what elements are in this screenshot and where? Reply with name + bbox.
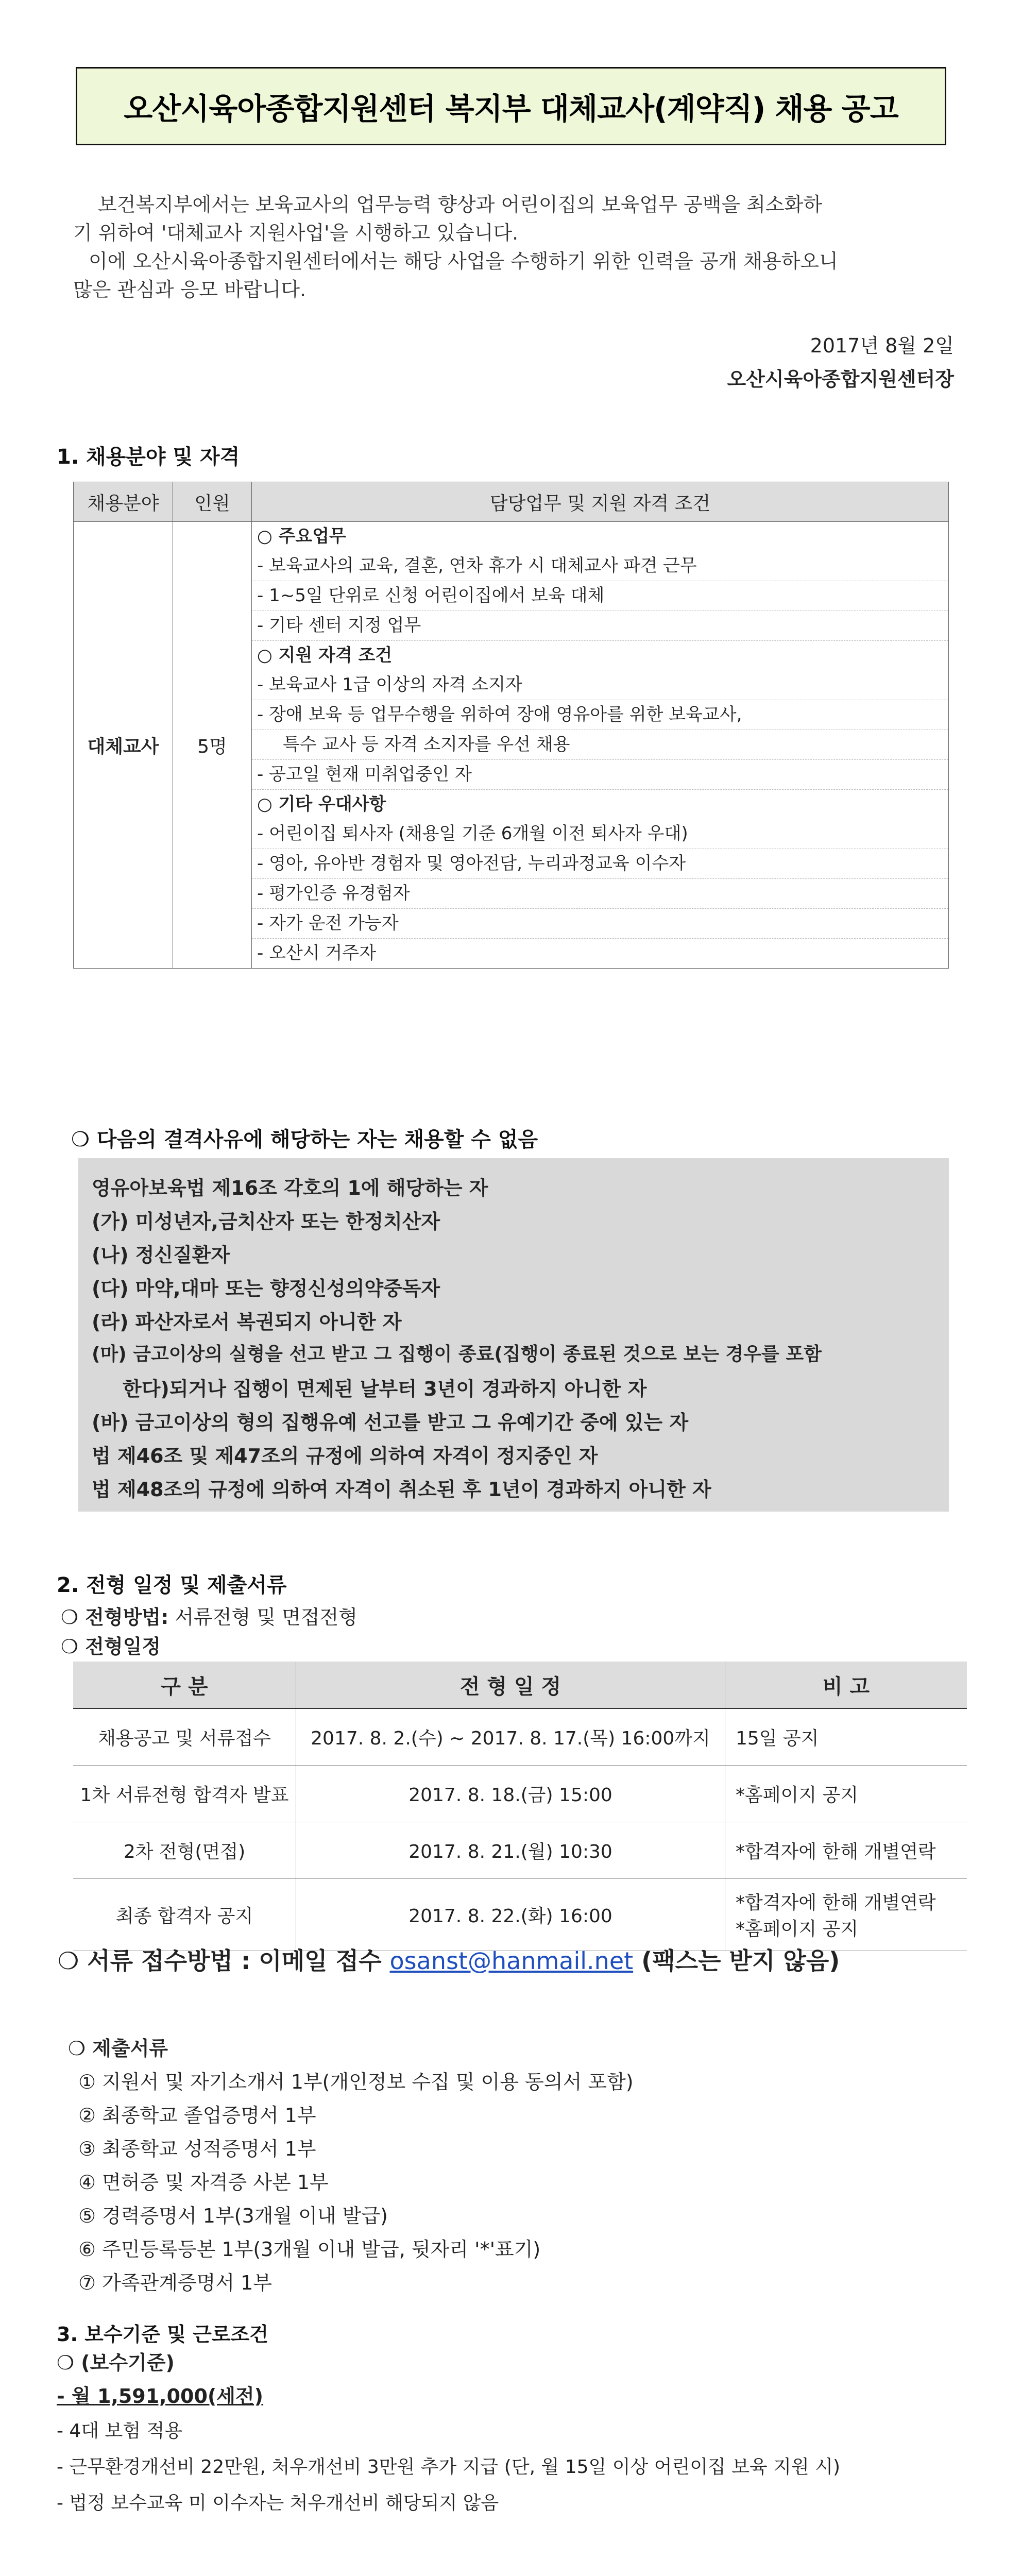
method-label: ❍ 전형방법: xyxy=(61,1606,169,1629)
header-note: 비 고 xyxy=(725,1662,967,1708)
list-item: ○ 주요업무 xyxy=(257,526,346,547)
disqual-line: (바) 금고이상의 형의 집행유예 선고를 받고 그 유예기간 중에 있는 자 xyxy=(92,1411,689,1434)
page-title: 오산시육아종합지원센터 복지부 대체교사(계약직) 채용 공고 xyxy=(124,91,898,126)
disqual-line: 법 제48조의 규정에 의하여 자격이 취소된 후 1년이 경과하지 아니한 자 xyxy=(92,1478,711,1501)
disqual-line: (나) 정신질환자 xyxy=(92,1244,230,1266)
pay-line: - 법정 보수교육 미 이수자는 처우개선비 해당되지 않음 xyxy=(57,2493,499,2514)
list-item: - 어린이집 퇴사자 (채용일 기준 6개월 이전 퇴사자 우대) xyxy=(252,819,948,849)
duty-cell xyxy=(252,522,949,969)
row-note: 15일 공지 xyxy=(725,1708,967,1765)
row-category: 채용공고 및 서류접수 xyxy=(73,1708,296,1765)
disqual-line: (라) 파산자로서 복권되지 아니한 자 xyxy=(92,1311,402,1333)
row-note xyxy=(725,1878,967,1951)
page-title-box xyxy=(76,67,946,145)
list-item: - 오산시 거주자 xyxy=(257,943,376,963)
disqual-line: (다) 마약,대마 또는 향정신성의약중독자 xyxy=(92,1277,440,1300)
list-item: - 보육교사 1급 이상의 자격 소지자 xyxy=(252,670,948,700)
section1-heading: 1. 채용분야 및 자격 xyxy=(57,445,240,469)
header-category: 구 분 xyxy=(73,1662,296,1708)
table-row xyxy=(73,1878,967,1951)
list-item: - 보육교사의 교육, 결혼, 연차 휴가 시 대체교사 파견 근무 xyxy=(252,551,948,581)
disqual-heading: ❍ 다음의 결격사유에 해당하는 자는 채용할 수 없음 xyxy=(71,1128,538,1151)
row-category: 1차 서류전형 합격자 발표 xyxy=(73,1765,296,1822)
issuer: 오산시육아종합지원센터장 xyxy=(727,368,954,391)
submit-method-line xyxy=(58,1942,840,1976)
schedule-table xyxy=(73,1662,967,1951)
doc-item: ② 최종학교 졸업증명서 1부 xyxy=(78,2104,316,2127)
row-note-line: *합격자에 한해 개별연락 xyxy=(736,1892,936,1913)
intro-line: 많은 관심과 응모 바랍니다. xyxy=(73,278,306,301)
disqual-line: (가) 미성년자,금치산자 또는 한정치산자 xyxy=(92,1210,440,1233)
field-cell: 대체교사 xyxy=(74,522,173,969)
list-item: ○ 지원 자격 조건 xyxy=(257,645,393,666)
table-row xyxy=(73,1765,967,1822)
submit-lead: ❍ 서류 접수방법 : 이메일 접수 xyxy=(58,1947,390,1975)
header-field: 채용분야 xyxy=(74,482,173,522)
intro-line: 기 위하여 '대체교사 지원사업'을 시행하고 있습니다. xyxy=(73,222,519,244)
disqual-line: (마) 금고이상의 실형을 선고 받고 그 집행이 종료(집행이 종료된 것으로 보는 경우를 포함 xyxy=(92,1344,822,1365)
email-link[interactable]: osanst@hanmail.net xyxy=(389,1947,634,1975)
doc-item: ⑤ 경력증명서 1부(3개월 이내 발급) xyxy=(78,2205,388,2227)
header-schedule: 전 형 일 정 xyxy=(296,1662,725,1708)
pay-line: - 4대 보험 적용 xyxy=(57,2420,183,2442)
list-item: - 기타 센터 지정 업무 xyxy=(252,611,948,641)
schedule-label: ❍ 전형일정 xyxy=(61,1635,161,1658)
intro-paragraph xyxy=(73,191,949,304)
pay-label: ❍ (보수기준) xyxy=(57,2351,175,2374)
list-item: - 자가 운전 가능자 xyxy=(252,909,948,939)
section2-heading: 2. 전형 일정 및 제출서류 xyxy=(57,1573,287,1597)
doc-item: ④ 면허증 및 자격증 사본 1부 xyxy=(78,2171,329,2194)
header-count: 인원 xyxy=(173,482,252,522)
list-item: - 영아, 유아반 경험자 및 영아전담, 누리과정교육 이수자 xyxy=(252,849,948,879)
list-item: - 공고일 현재 미취업중인 자 xyxy=(252,760,948,790)
doc-item: ⑥ 주민등록등본 1부(3개월 이내 발급, 뒷자리 '*'표기) xyxy=(78,2238,541,2261)
table-row xyxy=(73,1708,967,1765)
list-item: - 평가인증 유경험자 xyxy=(252,879,948,909)
table-row xyxy=(73,1822,967,1878)
disqual-line: 한다)되거나 집행이 면제된 날부터 3년이 경과하지 아니한 자 xyxy=(123,1378,647,1400)
row-category: 최종 합격자 공지 xyxy=(73,1878,296,1951)
disqual-line: 법 제46조 및 제47조의 규정에 의하여 자격이 정지중인 자 xyxy=(92,1445,598,1467)
doc-item: ③ 최종학교 성적증명서 1부 xyxy=(78,2138,316,2160)
row-note-line: *홈페이지 공지 xyxy=(736,1919,859,1940)
method-value: 서류전형 및 면접전형 xyxy=(168,1606,357,1629)
row-note: *홈페이지 공지 xyxy=(725,1765,967,1822)
doc-item: ⑦ 가족관계증명서 1부 xyxy=(78,2272,272,2294)
list-item: 특수 교사 등 자격 소지자를 우선 채용 xyxy=(252,730,948,760)
pay-amount: - 월 1,591,000(세전) xyxy=(57,2385,264,2408)
header-duty: 담당업무 및 지원 자격 조건 xyxy=(252,482,949,522)
disqual-line: 영유아보육법 제16조 각호의 1에 해당하는 자 xyxy=(92,1177,488,1199)
docs-label: ❍ 제출서류 xyxy=(68,2037,168,2060)
row-category: 2차 전형(면접) xyxy=(73,1822,296,1878)
list-item: - 1~5일 단위로 신청 어린이집에서 보육 대체 xyxy=(252,581,948,611)
doc-item: ① 지원서 및 자기소개서 1부(개인정보 수집 및 이용 동의서 포함) xyxy=(78,2071,634,2093)
submit-tail: (팩스는 받지 않음) xyxy=(633,1947,840,1975)
row-schedule: 2017. 8. 18.(금) 15:00 xyxy=(296,1765,725,1822)
section3-heading: 3. 보수기준 및 근로조건 xyxy=(57,2323,268,2346)
row-schedule: 2017. 8. 21.(월) 10:30 xyxy=(296,1822,725,1878)
row-note: *합격자에 한해 개별연락 xyxy=(725,1822,967,1878)
count-cell: 5명 xyxy=(173,522,252,969)
list-item: - 장애 보육 등 업무수행을 위하여 장애 영유아를 위한 보육교사, xyxy=(252,700,948,730)
qualification-table xyxy=(73,482,949,969)
row-schedule: 2017. 8. 2.(수) ~ 2017. 8. 17.(목) 16:00까지 xyxy=(296,1708,725,1765)
notice-date: 2017년 8월 2일 xyxy=(810,334,954,357)
pay-line: - 근무환경개선비 22만원, 처우개선비 3만원 추가 지급 (단, 월 15일 이상 어린이집 보육 지원 시) xyxy=(57,2456,841,2478)
list-item: ○ 기타 우대사항 xyxy=(257,794,386,815)
intro-line: 이에 오산시육아종합지원센터에서는 해당 사업을 수행하기 위한 인력을 공개 채용하오니 xyxy=(89,250,838,273)
intro-line: 보건복지부에서는 보육교사의 업무능력 향상과 어린이집의 보육업무 공백을 최소화하 xyxy=(98,193,823,216)
method-line xyxy=(61,1601,357,1630)
row-schedule: 2017. 8. 22.(화) 16:00 xyxy=(296,1878,725,1951)
